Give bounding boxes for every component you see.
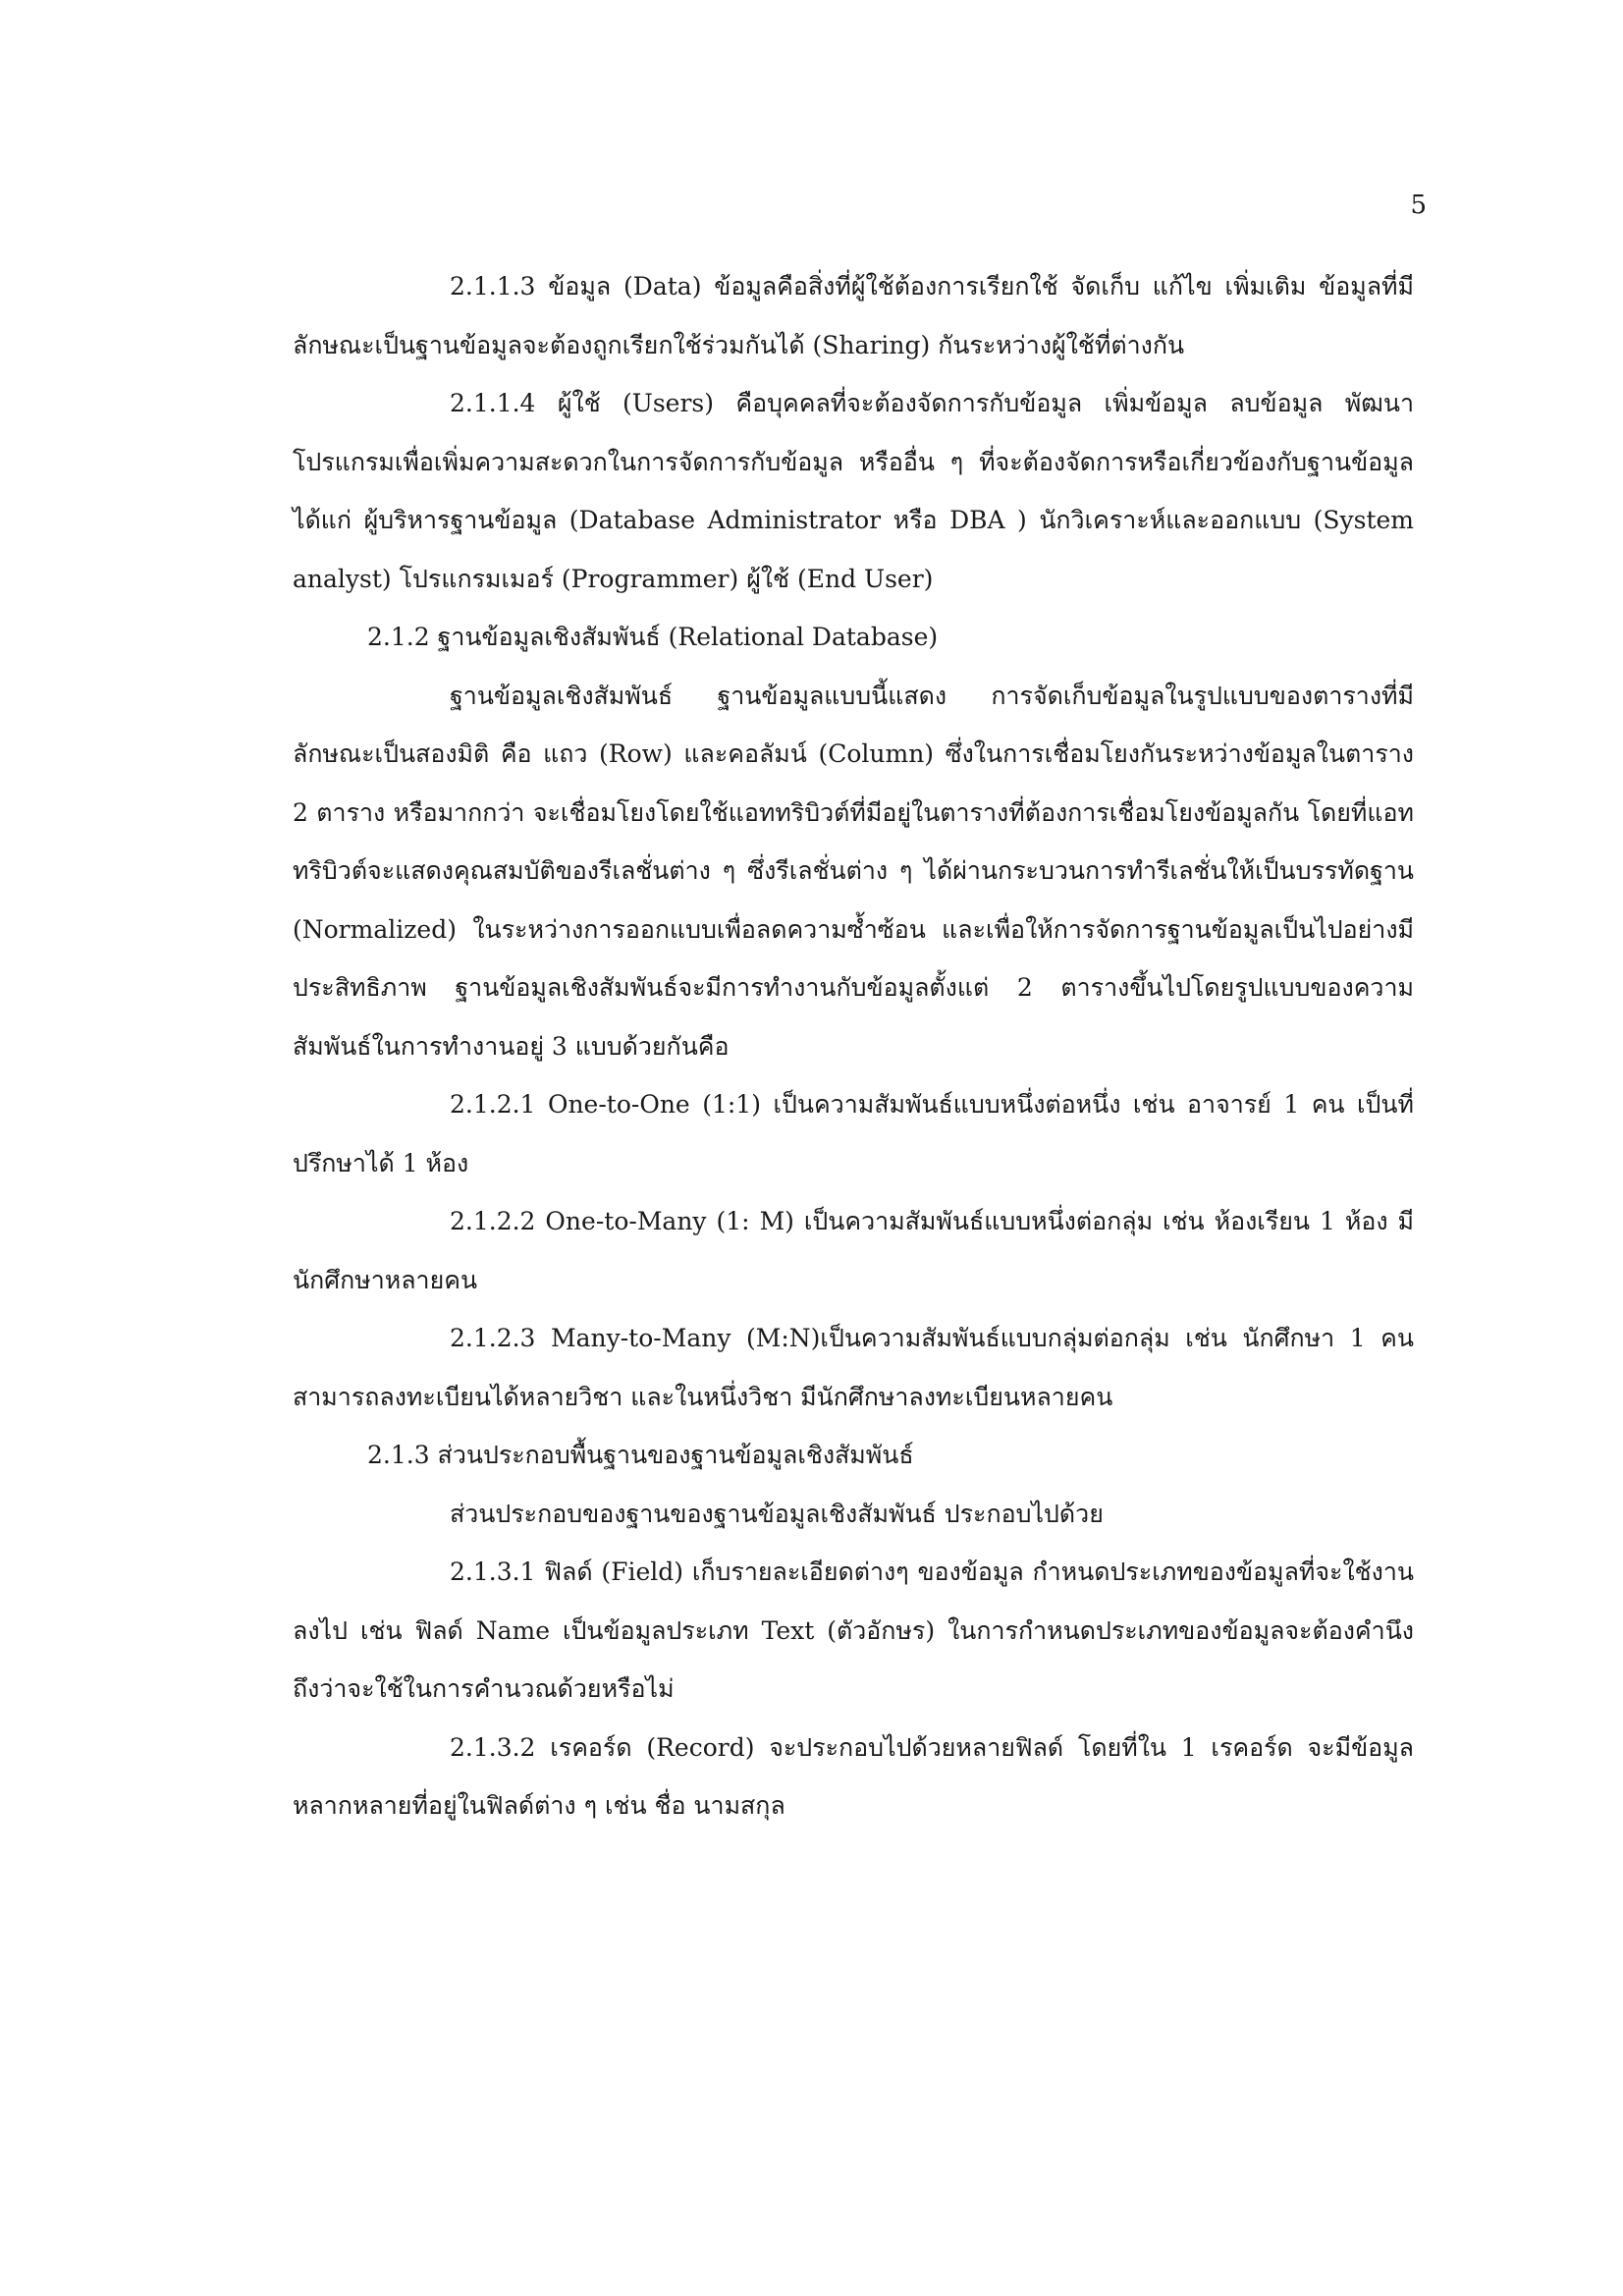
heading-2-1-2: 2.1.2 ฐานข้อมูลเชิงสัมพันธ์ (Relational Database) bbox=[367, 623, 939, 651]
paragraph-2-1-3-1: 2.1.3.1 ฟิลด์ (Field) เก็บรายละเอียดต่างๆ ของข้อมูล กำหนดประเภทของข้อมูลที่จะใช้งานลงไป เช่น ฟิลด์ Name เป็นข้อมูลประเภท Text (ตัวอักษร) ในการกำหนดประเภทของข้อมูลจะต้องคำนึงถึงว่าจะใช้ในการคำนวณด้วยหรือไม่ bbox=[293, 1558, 1414, 1703]
paragraph-relational-database: ฐานข้อมูลเชิงสัมพันธ์ ฐานข้อมูลแบบนี้แสดง การจัดเก็บข้อมูลในรูปแบบของตารางที่มีลักษณะเป็นสองมิติ คือ แถว (Row) และคอลัมน์ (Column) ซึ่งในการเชื่อมโยงกันระหว่างข้อมูลในตาราง 2 ตาราง หรือมากกว่า จะเชื่อมโยงโดยใช้แอททริบิวต์ที่มีอยู่ในตารางที่ต้องการเชื่อมโยงข้อมูลกัน โดยที่แอททริบิวต์จะแสดงคุณสมบัติของรีเลชั่นต่าง ๆ ซึ่งรีเลชั่นต่าง ๆ ได้ผ่านกระบวนการทำรีเลชั่นให้เป็นบรรทัดฐาน (Normalized) ในระหว่างการออกแบบเพื่อลดความซ้ำซ้อน และเพื่อให้การจัดการฐานข้อมูลเป็นไปอย่างมีประสิทธิภาพ ฐานข้อมูลเชิงสัมพันธ์จะมีการทำงานกับข้อมูลตั้งแต่ 2 ตารางขึ้นไปโดยรูปแบบของความสัมพันธ์ในการทำงานอยู่ 3 แบบด้วยกันคือ bbox=[293, 681, 1414, 1061]
paragraph-2-1-1-4: 2.1.1.4 ผู้ใช้ (Users) คือบุคคลที่จะต้องจัดการกับข้อมูล เพิ่มข้อมูล ลบข้อมูล พัฒนาโปรแกรมเพื่อเพิ่มความสะดวกในการจัดการกับข้อมูล หรืออื่น ๆ ที่จะต้องจัดการหรือเกี่ยวข้องกับฐานข้อมูล ได้แก่ ผู้บริหารฐานข้อมูล (Database Administrator หรือ DBA ) นักวิเคราะห์และออกแบบ (System analyst) โปรแกรมเมอร์ (Programmer) ผู้ใช้ (End User) bbox=[293, 389, 1414, 593]
paragraph-2-1-2-3: 2.1.2.3 Many-to-Many (M:N)เป็นความสัมพันธ์แบบกลุ่มต่อกลุ่ม เช่น นักศึกษา 1 คน สามารถลงทะเบียนได้หลายวิชา และในหนึ่งวิชา มีนักศึกษาลงทะเบียนหลายคน bbox=[293, 1324, 1414, 1411]
paragraph-2-1-3-2: 2.1.3.2 เรคอร์ด (Record) จะประกอบไปด้วยหลายฟิลด์ โดยที่ใน 1 เรคอร์ด จะมีข้อมูลหลากหลายที่อยู่ในฟิลด์ต่าง ๆ เช่น ชื่อ นามสกุล bbox=[293, 1732, 1414, 1820]
paragraph-2-1-1-3: 2.1.1.3 ข้อมูล (Data) ข้อมูลคือสิ่งที่ผู้ใช้ต้องการเรียกใช้ จัดเก็บ แก้ไข เพิ่มเติม ข้อมูลที่มีลักษณะเป็นฐานข้อมูลจะต้องถูกเรียกใช้ร่วมกันได้ (Sharing) กันระหว่างผู้ใช้ที่ต่างกัน bbox=[293, 272, 1414, 359]
paragraph-2-1-2-2: 2.1.2.2 One-to-Many (1: M) เป็นความสัมพันธ์แบบหนึ่งต่อกลุ่ม เช่น ห้องเรียน 1 ห้อง มีนักศึกษาหลายคน bbox=[293, 1207, 1414, 1294]
paragraph-2-1-2-1: 2.1.2.1 One-to-One (1:1) เป็นความสัมพันธ์แบบหนึ่งต่อหนึ่ง เช่น อาจารย์ 1 คน เป็นที่ปรึกษาได้ 1 ห้อง bbox=[293, 1090, 1414, 1177]
paragraph-components-intro: ส่วนประกอบของฐานของฐานข้อมูลเชิงสัมพันธ์ ประกอบไปด้วย bbox=[450, 1499, 1104, 1528]
document-body bbox=[293, 257, 1414, 1835]
heading-2-1-3: 2.1.3 ส่วนประกอบพื้นฐานของฐานข้อมูลเชิงสัมพันธ์ bbox=[367, 1441, 914, 1469]
page-number: 5 bbox=[1410, 191, 1427, 220]
